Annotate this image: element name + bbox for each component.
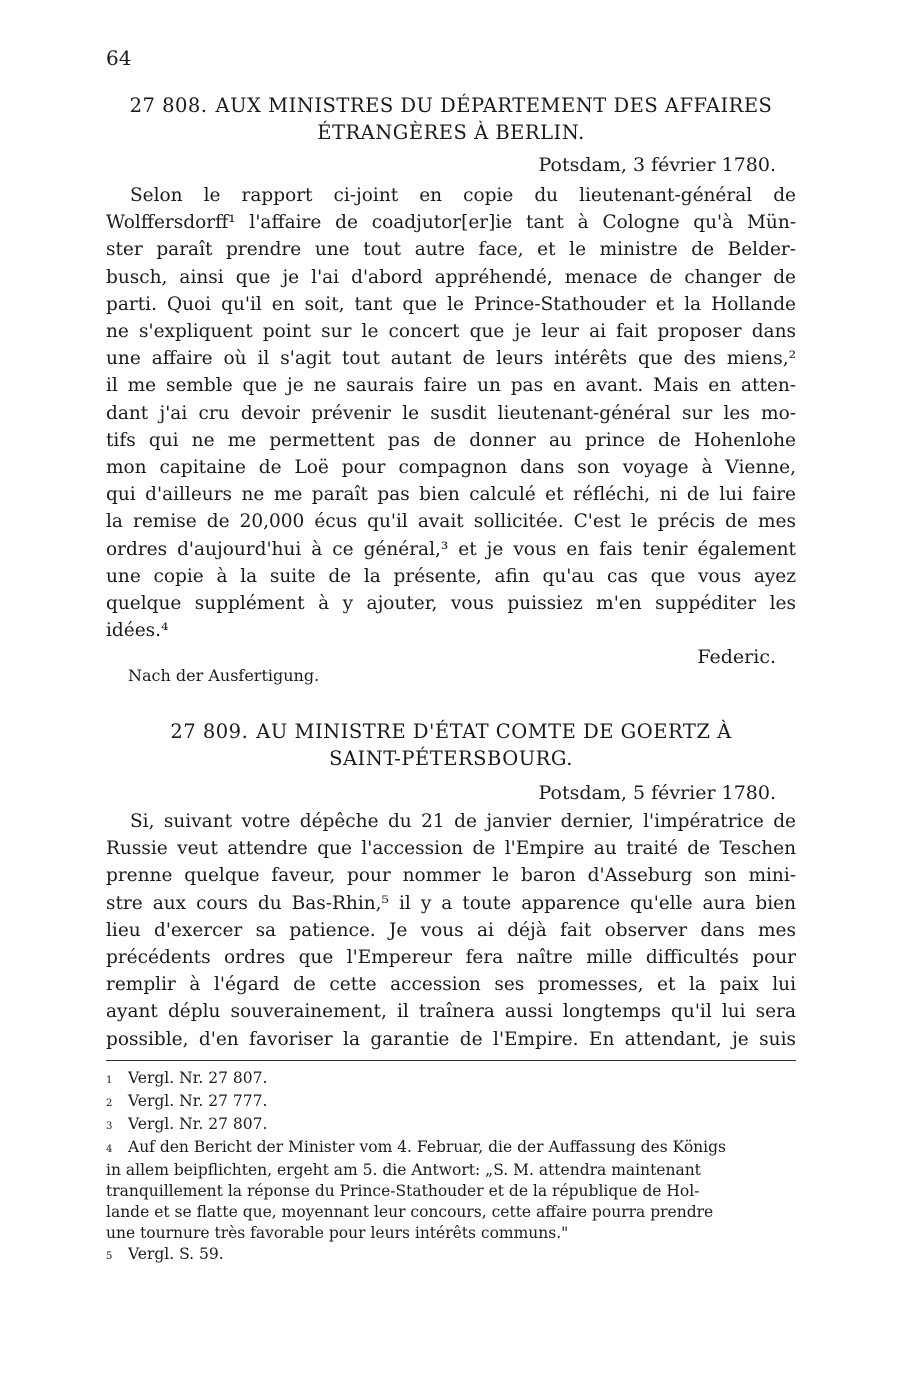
letter-number: 27 808. [129, 94, 208, 117]
body-line: idées.⁴ [106, 620, 169, 642]
footnotes [106, 1068, 796, 1267]
body-line: ordres d'aujourd'hui à ce général,³ et je vous en fais tenir également [106, 538, 796, 560]
footnote [106, 1068, 796, 1091]
body-line: tifs qui ne me permettent pas de donner au prince de Hohenlohe [106, 429, 796, 451]
footnote [106, 1137, 796, 1160]
letter-dateline: Potsdam, 5 février 1780. [538, 782, 776, 804]
footnote [106, 1114, 796, 1137]
footnote-text: Vergl. S. 59. [128, 1245, 224, 1263]
body-line: Si, suivant votre dépêche du 21 de janvier dernier, l'impératrice de [130, 811, 796, 832]
footnote-text: Vergl. Nr. 27 777. [128, 1092, 268, 1110]
body-line: parti. Quoi qu'il en soit, tant que le Prince-Stathouder et la Hollande [106, 293, 796, 315]
letter-title-line1: AUX MINISTRES DU DÉPARTEMENT DES AFFAIRES [215, 94, 773, 117]
letter-body [106, 182, 796, 644]
body-line: Selon le rapport ci-joint en copie du lieutenant-général de [130, 185, 796, 206]
body-line: ne s'expliquent point sur le concert que je leur ai fait proposer dans [106, 321, 796, 343]
footnote-text: une tournure très favorable pour leurs intérêts communs." [106, 1224, 569, 1242]
body-line: quelque supplément à y ajouter, vous puissiez m'en suppéditer les [106, 593, 796, 615]
footnote [106, 1091, 796, 1114]
body-line: possible, d'en favoriser la garantie de l'Empire. En attendant, je suis [106, 1028, 796, 1050]
body-line: lieu d'exercer sa patience. Je vous ai déjà fait observer dans mes [106, 919, 796, 941]
signature: Federic. [697, 646, 776, 668]
letter-title-line1: AU MINISTRE D'ÉTAT COMTE DE GOERTZ À [256, 720, 732, 743]
body-line: busch, ainsi que je l'ai d'abord appréhendé, menace de changer de [106, 266, 796, 288]
footnote [106, 1244, 796, 1267]
letter-title-line2: ÉTRANGÈRES À BERLIN. [317, 121, 585, 144]
footnote-mark: 4 [106, 1144, 113, 1155]
body-line: prenne quelque faveur, pour nommer le baron d'Asseburg son mini- [106, 865, 796, 887]
letter-title-line2: SAINT-PÉTERSBOURG. [329, 747, 573, 770]
footnote-text: in allem beipflichten, ergeht am 5. die Antwort: „S. M. attendra maintenant [106, 1161, 701, 1179]
body-line: ayant déplu souverainement, il traînera aussi longtemps qu'il lui sera [106, 1001, 796, 1023]
body-line: une affaire où il s'agit tout autant de leurs intérêts que des miens,² [106, 348, 796, 370]
body-line: il me semble que je ne saurais faire un pas en avant. Mais en atten- [106, 375, 796, 397]
body-line: mon capitaine de Loë pour compagnon dans son voyage à Vienne, [106, 457, 796, 479]
footnote-mark: 1 [106, 1075, 113, 1086]
body-line: ster paraît prendre une tout autre face, et le ministre de Belder- [106, 239, 796, 261]
footnote-mark: 2 [106, 1098, 113, 1109]
body-line: précédents ordres que l'Empereur fera naître mille difficultés pour [106, 947, 796, 969]
footnote-text: Auf den Bericht der Minister vom 4. Februar, die der Auffassung des Königs [128, 1138, 726, 1156]
footnote-rule [106, 1060, 796, 1061]
page-number: 64 [106, 46, 132, 70]
body-line: une copie à la suite de la présente, afin qu'au cas que vous ayez [106, 565, 796, 587]
body-line: stre aux cours du Bas-Rhin,⁵ il y a toute apparence qu'elle aura bien [106, 892, 796, 914]
footnote-text: lande et se flatte que, moyennant leur concours, cette affaire pourra prendre [106, 1203, 714, 1221]
footnote-mark: 5 [106, 1251, 113, 1262]
letter-heading [106, 718, 796, 772]
letter-number: 27 809. [170, 720, 249, 743]
body-line: Wolffersdorff¹ l'affaire de coadjutor[er]ie tant à Cologne qu'à Mün- [106, 212, 796, 234]
footnote-text: tranquillement la réponse du Prince-Stathouder et de la république de Hol- [106, 1182, 700, 1200]
body-line: Russie veut attendre que l'accession de l'Empire au traité de Teschen [106, 838, 796, 860]
footnote-text: Vergl. Nr. 27 807. [128, 1069, 268, 1087]
letter-body [106, 808, 796, 1053]
footnote-mark: 3 [106, 1121, 113, 1132]
body-line: remplir à l'égard de cette accession ses promesses, et la paix lui [106, 974, 796, 996]
body-line: dant j'ai cru devoir prévenir le susdit lieutenant-général sur les mo- [106, 402, 796, 424]
letter-dateline: Potsdam, 3 février 1780. [538, 154, 776, 176]
footnote-text: Vergl. Nr. 27 807. [128, 1115, 268, 1133]
source-note: Nach der Ausfertigung. [128, 666, 320, 685]
body-line: qui d'ailleurs ne me paraît pas bien calculé et réfléchi, ni de lui faire [106, 484, 796, 506]
body-line: la remise de 20,000 écus qu'il avait sollicitée. C'est le précis de mes [106, 511, 796, 533]
letter-heading [106, 92, 796, 146]
